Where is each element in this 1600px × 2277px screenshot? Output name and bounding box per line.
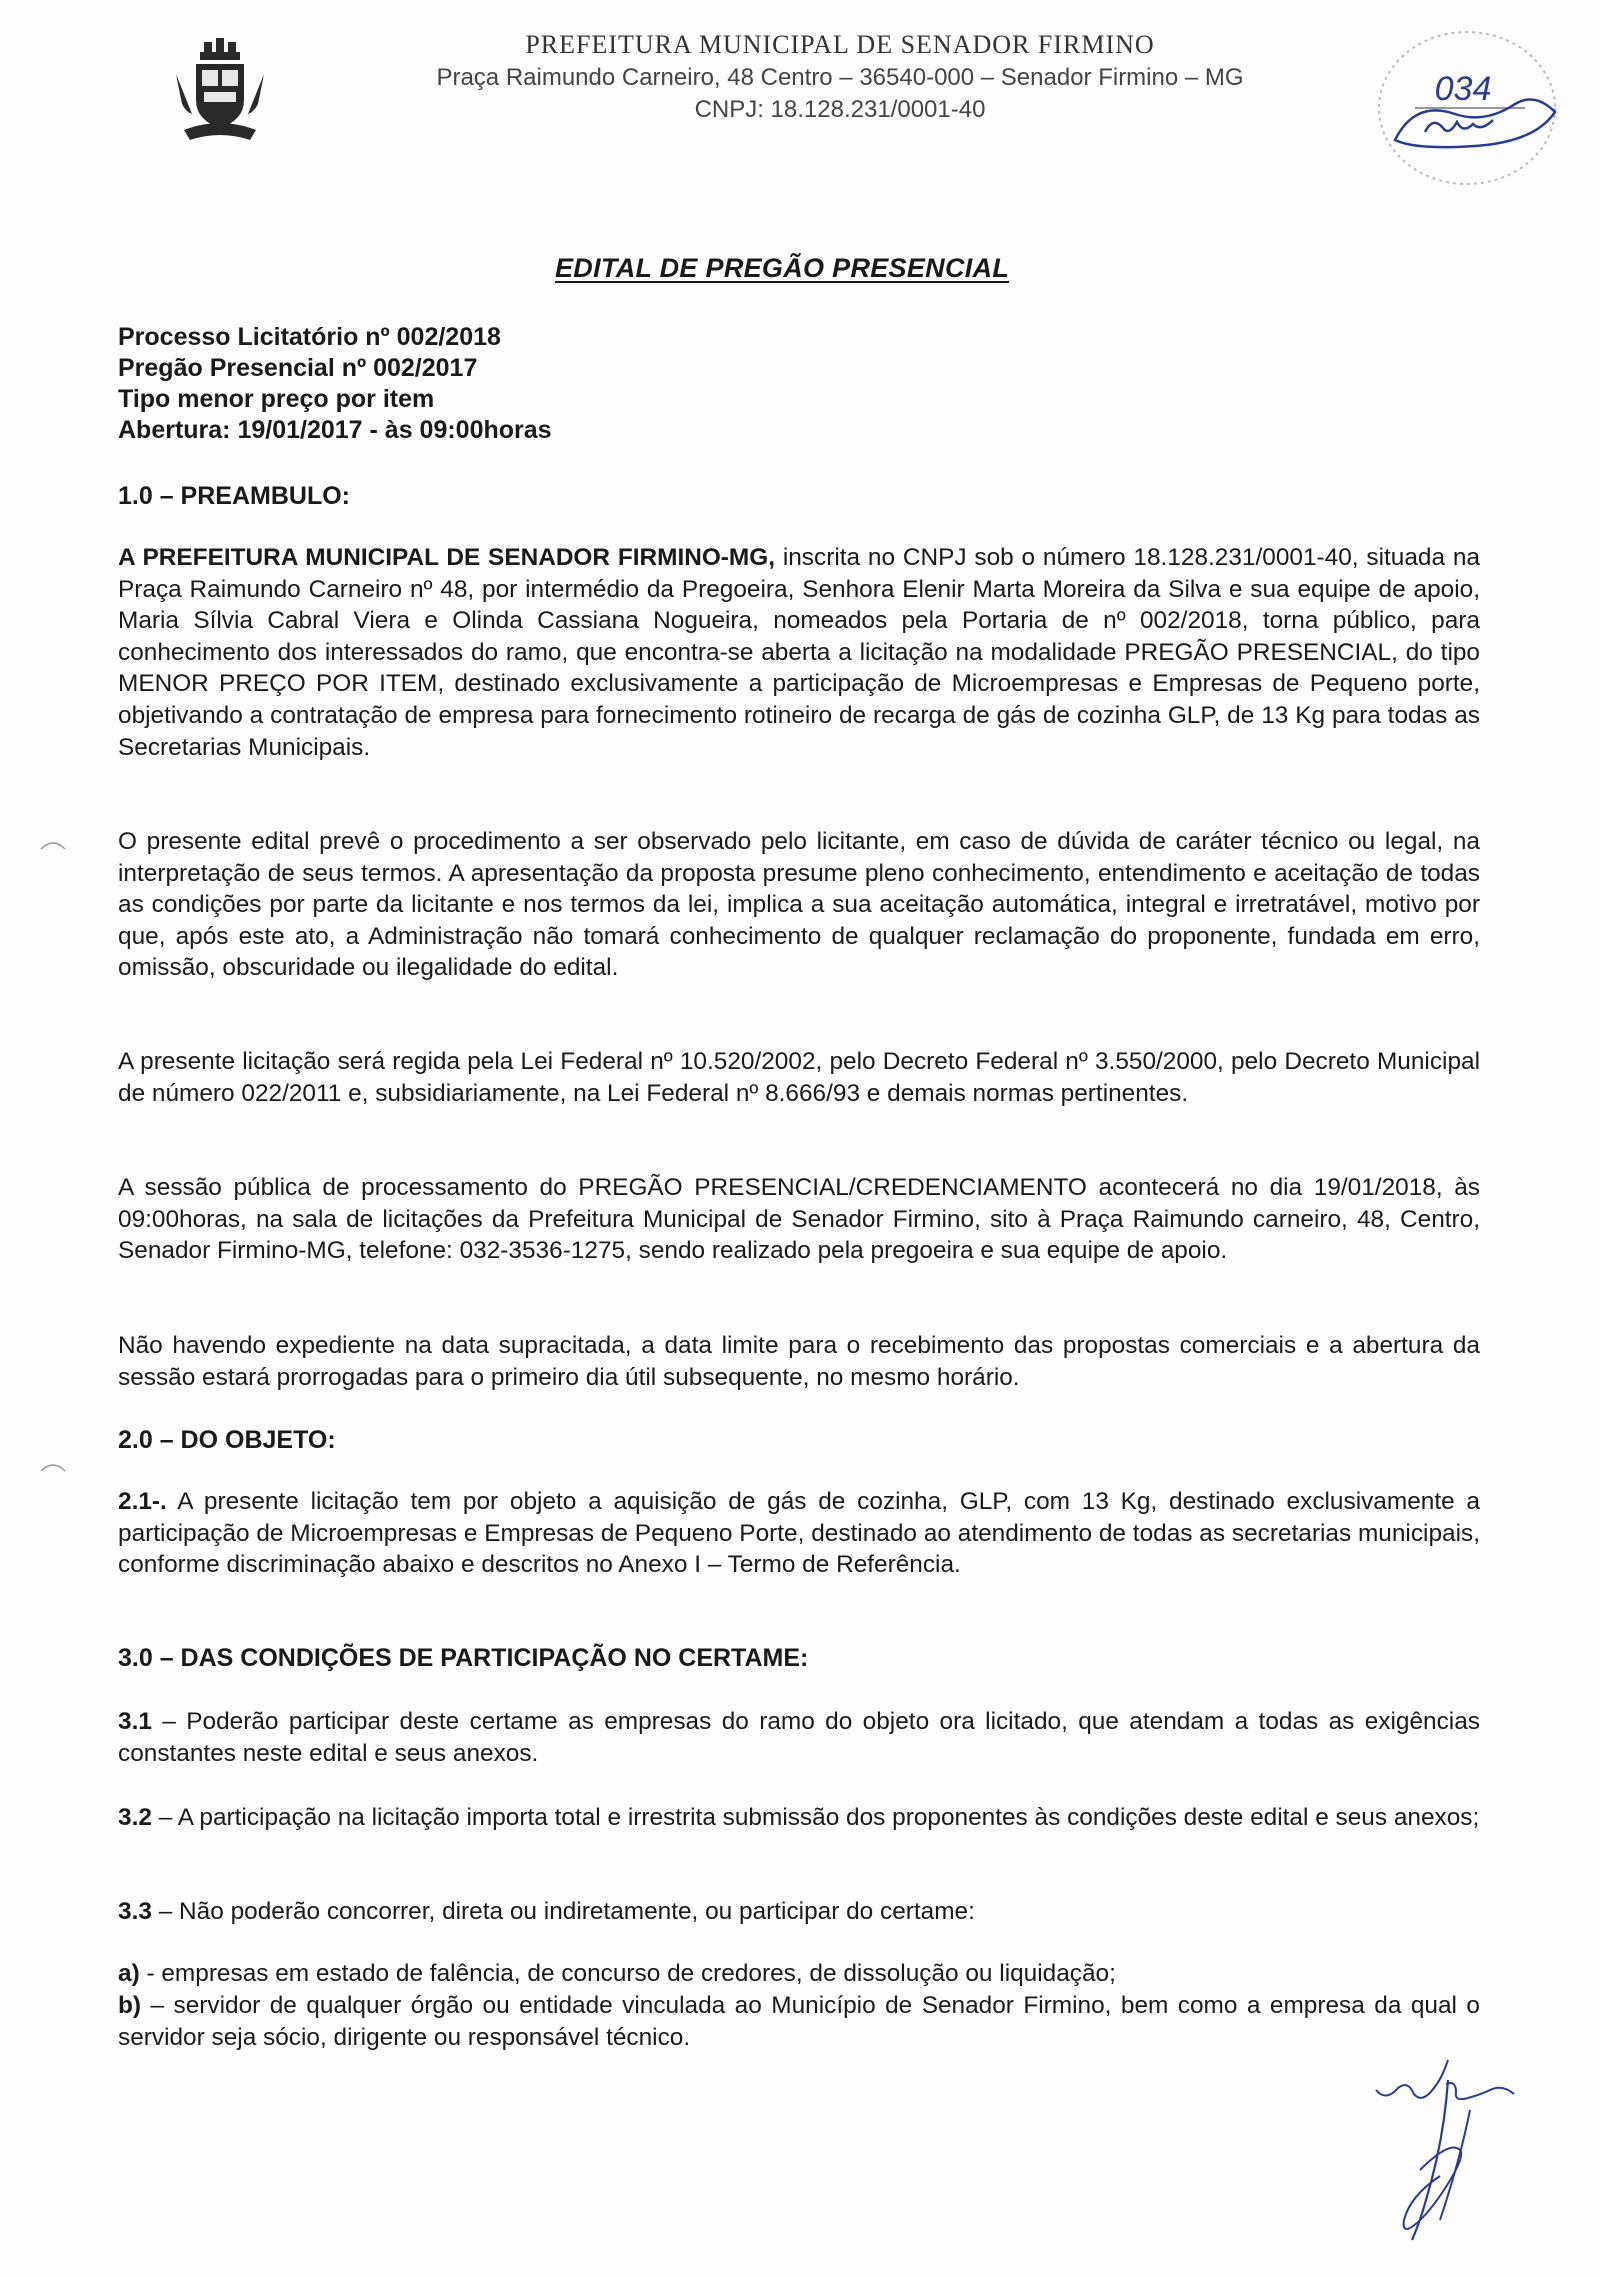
margin-mark — [40, 1460, 66, 1472]
item-a-text: - empresas em estado de falência, de concurso de credores, de dissolução ou liquidação; — [146, 1960, 1116, 1987]
postponement-paragraph: Não havendo expediente na data supracitada, a data limite para o recebimento das propostas comerciais e a abertura da sessão estará prorrogadas para o primeiro dia útil subsequente, no mesmo horário. — [118, 1332, 1480, 1391]
process-info — [118, 322, 552, 446]
processo-line: Processo Licitatório nº 002/2018 — [118, 323, 501, 351]
item-2-1-text: A presente licitação tem por objeto a aquisição de gás de cozinha, GLP, com 13 Kg, destinado exclusivamente a participação de Microempresas e Empresas de Pequeno Porte, destinado ao atendimento de todas as secretarias municipais, conforme discriminação abaixo e descritos no Anexo I – Termo de Referência. — [118, 1488, 1480, 1579]
letterhead — [170, 28, 1410, 148]
item-3-1-label: 3.1 — [118, 1708, 152, 1735]
margin-mark — [40, 838, 66, 850]
item-3-3-paragraph — [118, 1896, 1480, 1928]
item-b-paragraph — [118, 1990, 1480, 2053]
municipality-name: PREFEITURA MUNICIPAL DE SENADOR FIRMINO — [525, 30, 1155, 59]
section-1-heading: 1.0 – PREAMBULO: — [118, 482, 350, 510]
item-b-label: b) — [118, 1992, 142, 2019]
tipo-line: Tipo menor preço por item — [118, 385, 435, 413]
item-a-paragraph — [118, 1958, 1480, 1990]
municipality-cnpj: CNPJ: 18.128.231/0001-40 — [694, 96, 986, 123]
item-3-3-text: – Não poderão concorrer, direta ou indiretamente, ou participar do certame: — [158, 1898, 975, 1925]
abertura-line: Abertura: 19/01/2017 - às 09:00horas — [118, 416, 552, 444]
section-3-heading: 3.0 – DAS CONDIÇÕES DE PARTICIPAÇÃO NO CERTAME: — [118, 1644, 809, 1672]
item-a-label: a) — [118, 1960, 140, 1987]
preamble-text: inscrita no CNPJ sob o número 18.128.231/0001-40, situada na Praça Raimundo Carneiro nº 48, por intermédio da Pregoeira, Senhora Elenir Marta Moreira da Silva e sua equipe de apoio, Maria Sílvia Cabral Viera e Olinda Cassiana Nogueira, nomeados pela Portaria de nº 002/2018, torna público, para conhecimento dos interessados do ramo, que encontra-se aberta a licitação na modalidade PREGÃO PRESENCIAL, do tipo MENOR PREÇO POR ITEM, destinado exclusivamente a participação de Microempresas e Empresas de Pequeno porte, objetivando a contratação de empresa para fornecimento rotineiro de recarga de gás de cozinha GLP, de 13 Kg para todas as Secretarias Municipais. — [118, 544, 1480, 761]
item-3-2-label: 3.2 — [118, 1804, 152, 1831]
item-b-text: – servidor de qualquer órgão ou entidade vinculada ao Município de Senador Firmino, bem como a empresa da qual o servidor seja sócio, dirigente ou responsável técnico. — [118, 1992, 1480, 2051]
item-3-3-label: 3.3 — [118, 1898, 152, 1925]
preamble-paragraph — [118, 542, 1480, 763]
legal-basis-paragraph: A presente licitação será regida pela Lei Federal nº 10.520/2002, pelo Decreto Federal nº 3.550/2000, pelo Decreto Municipal de número 022/2011 e, subsidiariamente, na Lei Federal nº 8.666/93 e demais normas pertinentes. — [118, 1048, 1480, 1107]
municipality-address: Praça Raimundo Carneiro, 48 Centro – 36540-000 – Senador Firmino – MG — [436, 64, 1244, 91]
stamp-page-number: 034 — [1434, 70, 1492, 108]
session-paragraph: A sessão pública de processamento do PREGÃO PRESENCIAL/CREDENCIAMENTO acontecerá no dia 19/01/2018, às 09:00horas, na sala de licitações da Prefeitura Municipal de Senador Firmino, sito à Praça Raimundo carneiro, 48, Centro, Senador Firmino-MG, telefone: 032-3536-1275, sendo realizado pela pregoeira e sua equipe de apoio. — [118, 1174, 1480, 1265]
municipal-crest-icon — [170, 34, 270, 152]
document-title: EDITAL DE PREGÃO PRESENCIAL — [555, 253, 1010, 283]
handwritten-signature — [1360, 2050, 1560, 2265]
pregao-line: Pregão Presencial nº 002/2017 — [118, 354, 478, 382]
page-number-stamp — [1355, 20, 1570, 195]
edital-scope-paragraph: O presente edital prevê o procedimento a ser observado pelo licitante, em caso de dúvida de caráter técnico ou legal, na interpretação de seus termos. A apresentação da proposta presume pleno conhecimento, entendimento e aceitação de todas as condições por parte da licitante e nos termos da lei, implica a sua aceitação automática, integral e irretratável, motivo por que, após este ato, a Administração não tomará conhecimento de qualquer reclamação do proponente, fundada em erro, omissão, obscuridade ou ilegalidade do edital. — [118, 828, 1480, 982]
item-3-1-text: – Poderão participar deste certame as empresas do ramo do objeto ora licitado, que atendam a todas as exigências constantes neste edital e seus anexos. — [118, 1708, 1480, 1767]
item-3-2-paragraph — [118, 1802, 1480, 1834]
section-2-heading: 2.0 – DO OBJETO: — [118, 1426, 336, 1454]
item-3-1-paragraph — [118, 1706, 1480, 1769]
letterhead-text — [390, 28, 1290, 126]
preamble-lead: A PREFEITURA MUNICIPAL DE SENADOR FIRMINO-MG, — [118, 544, 775, 571]
item-3-2-text: – A participação na licitação importa total e irrestrita submissão dos proponentes às condições deste edital e seus anexos; — [158, 1804, 1480, 1831]
object-paragraph — [118, 1486, 1480, 1581]
item-2-1-label: 2.1-. — [118, 1488, 167, 1515]
